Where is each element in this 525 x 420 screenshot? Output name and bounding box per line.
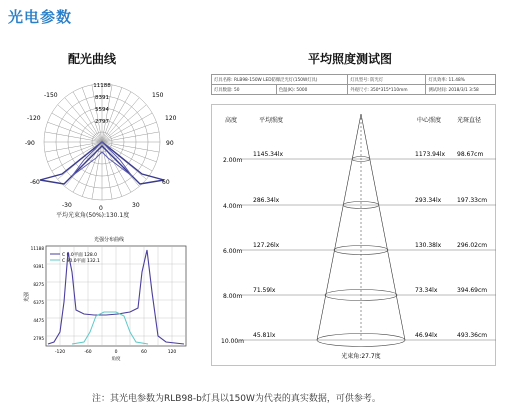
illum-row-1	[223, 151, 496, 164]
header-height: 高度	[225, 117, 238, 124]
info-cct: 色温(K): 5000	[276, 85, 347, 95]
polar-chart-title: 配光曲线	[68, 52, 117, 66]
header-center: 中心照度	[417, 117, 442, 124]
height-label: 6.00m	[223, 248, 243, 255]
angle-label-m150: -150	[44, 92, 58, 99]
dist-xtick-1: -120	[54, 350, 66, 355]
angle-label-0: 0	[99, 205, 103, 212]
angle-label-m120: -120	[27, 115, 41, 122]
radial-label-1: 11188	[93, 83, 111, 89]
info-quantity: 灯具数量: 50	[212, 85, 277, 95]
angle-label-m30: -30	[62, 202, 72, 209]
polar-chart	[22, 72, 182, 222]
distribution-chart	[14, 232, 194, 362]
dist-ytick-1: 11188	[30, 246, 44, 251]
avg-value: 127.26lx	[253, 242, 280, 249]
info-row-2	[212, 85, 496, 95]
angle-label-120: 120	[165, 115, 177, 122]
info-date: 测试时间: 2018/3/1 3:58	[426, 85, 496, 95]
avg-value: 286.34lx	[253, 197, 280, 204]
legend-c90: C 90.0平面 132.1	[62, 259, 100, 264]
angle-label-m60: -60	[30, 179, 40, 186]
illum-row-3	[223, 242, 496, 255]
page-title: 光电参数	[8, 8, 73, 26]
dist-ytick-5: 4475	[33, 318, 44, 323]
center-value: 293.34lx	[415, 197, 442, 204]
avg-value: 71.59lx	[253, 287, 276, 294]
radial-label-3: 5594	[95, 107, 109, 113]
height-label: 10.00m	[221, 338, 245, 345]
angle-label-m90: -90	[25, 140, 35, 147]
dist-ytick-4: 6375	[33, 300, 44, 305]
header-avg: 平均照度	[259, 117, 284, 124]
center-value: 130.38lx	[415, 242, 442, 249]
dist-xtick-2: -60	[84, 350, 92, 355]
info-efficiency: 灯具效率: 11.48%	[426, 75, 496, 85]
diameter-value: 493.36cm	[457, 332, 488, 339]
diameter-value: 296.02cm	[457, 242, 488, 249]
diameter-value: 394.69cm	[457, 287, 488, 294]
center-value: 1173.94lx	[415, 151, 446, 158]
illum-title: 平均照度测试图	[308, 52, 393, 66]
illuminance-diagram	[211, 104, 496, 366]
dist-xtick-3: 0	[114, 350, 118, 355]
height-label: 4.00m	[223, 203, 243, 210]
angle-label-30: 30	[132, 202, 140, 209]
center-value: 73.34lx	[415, 287, 438, 294]
diameter-value: 98.67cm	[457, 151, 484, 158]
angle-label-90: 90	[166, 140, 174, 147]
height-label: 8.00m	[223, 293, 243, 300]
radial-label-2: 8391	[95, 95, 109, 101]
distribution-title: 光强分布曲线	[93, 237, 125, 243]
beam-caption: 光束角:27.7度	[341, 353, 381, 360]
dist-ytick-2: 9391	[33, 264, 44, 269]
illum-row-4	[223, 287, 496, 301]
dist-ylabel: 光强	[24, 291, 30, 302]
footnote: 注：其光电参数为RLB98-b灯具以150W为代表的真实数据，可供参考。	[92, 394, 381, 404]
legend-c0: C 0.0平面 128.0	[62, 253, 98, 258]
dist-xtick-5: 120	[167, 350, 177, 355]
diameter-value: 197.33cm	[457, 197, 488, 204]
radial-label-4: 2797	[95, 119, 109, 125]
center-value: 46.94lx	[415, 332, 438, 339]
info-lamp-name: 灯具名称: RLB98-150W LED防爆泛光灯(150W灯具)	[212, 75, 348, 85]
angle-label-150: 150	[152, 92, 164, 99]
dist-ytick-6: 2795	[33, 336, 44, 341]
illum-row-5	[221, 332, 496, 347]
dist-xlabel: 角度	[111, 357, 121, 362]
height-label: 2.00m	[223, 157, 243, 164]
dist-xtick-4: 60	[141, 350, 147, 355]
lamp-info-table	[211, 74, 496, 95]
illum-row-2	[223, 197, 496, 210]
angle-label-60: 60	[162, 179, 170, 186]
info-size: 外观尺寸: 350*315*110mm	[348, 85, 426, 95]
polar-caption: 平均光束角(50%):130.1度	[56, 212, 130, 219]
header-diameter: 光斑直径	[457, 117, 482, 124]
avg-value: 1145.34lx	[253, 151, 284, 158]
info-row-1	[212, 75, 496, 85]
dist-ytick-3: 8275	[33, 282, 44, 287]
avg-value: 45.81lx	[253, 332, 276, 339]
info-lamp-model: 灯具型号: 防光灯	[348, 75, 426, 85]
